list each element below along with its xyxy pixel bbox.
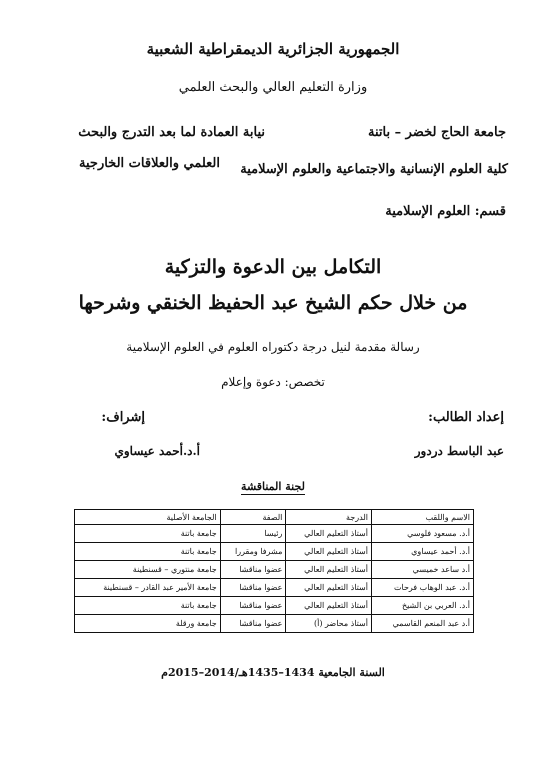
cell-name: أ.د. أحمد عيساوي	[371, 543, 473, 561]
table-row	[75, 525, 474, 543]
header-role: الصفة	[220, 510, 286, 525]
table-row	[75, 597, 474, 615]
ministry-name: وزارة التعليم العالي والبحث العلمي	[178, 80, 368, 95]
committee-title	[0, 480, 546, 493]
cell-name: أ.د. عبد الوهاب فرحات	[371, 579, 473, 597]
vice-deanship-line1: نيابة العمادة لما بعد التدرج والبحث	[78, 125, 265, 140]
cell-role: رئيسا	[220, 525, 286, 543]
cell-name: أ.د ساعد خميسي	[371, 561, 473, 579]
cell-university: جامعة الأمير عبد القادر – قسنطينة	[75, 579, 221, 597]
cell-rank: أستاذ التعليم العالي	[286, 561, 372, 579]
committee-title-text: لجنة المناقشة	[241, 480, 305, 493]
cell-university: جامعة منتوري – قسنطينة	[75, 561, 221, 579]
committee-table	[74, 509, 474, 633]
prepared-by-label: إعداد الطالب:	[428, 410, 504, 425]
supervision-label: إشراف:	[101, 410, 145, 425]
thesis-title-line1: التكامل بين الدعوة والتزكية	[164, 256, 382, 278]
cell-rank: أستاذ التعليم العالي	[286, 525, 372, 543]
cell-name: أ.د عبد المنعم القاسمي	[371, 615, 473, 633]
header-university: الجامعة الأصلية	[75, 510, 221, 525]
country-name: الجمهورية الجزائرية الديمقراطية الشعبية	[146, 40, 400, 58]
vice-deanship-line2: العلمي والعلاقات الخارجية	[79, 156, 220, 171]
thesis-title-line2: من خلال حكم الشيخ عبد الحفيظ الخنقي وشرحها	[78, 292, 468, 314]
cell-role: عضوا مناقشا	[220, 615, 286, 633]
cell-university: جامعة باتنة	[75, 525, 221, 543]
thesis-note: رسالة مقدمة لنيل درجة دكتوراه العلوم في العلوم الإسلامية	[126, 340, 420, 354]
specialization: تخصص: دعوة وإعلام	[221, 375, 325, 389]
cell-rank: أستاذ التعليم العالي	[286, 543, 372, 561]
department-name: قسم: العلوم الإسلامية	[385, 204, 506, 219]
table-row	[75, 561, 474, 579]
faculty-name: كلية العلوم الإنسانية والاجتماعية والعلوم الإسلامية	[240, 162, 508, 177]
supervisor-name: أ.د.أحمد عيساوي	[114, 444, 200, 458]
header-name: الاسم واللقب	[371, 510, 473, 525]
student-name: عبد الباسط دردور	[414, 444, 504, 458]
table-row	[75, 579, 474, 597]
cell-university: جامعة باتنة	[75, 543, 221, 561]
cell-role: عضوا مناقشا	[220, 597, 286, 615]
table-row	[75, 543, 474, 561]
cell-role: عضوا مناقشا	[220, 561, 286, 579]
cell-rank: أستاذ التعليم العالي	[286, 597, 372, 615]
table-row	[75, 615, 474, 633]
cell-university: جامعة باتنة	[75, 597, 221, 615]
academic-year: السنة الجامعية 1434–1435هـ/2014–2015م	[161, 666, 385, 679]
cell-name: أ.د. مسعود فلوسي	[371, 525, 473, 543]
cell-university: جامعة ورقلة	[75, 615, 221, 633]
committee-header-row	[75, 510, 474, 525]
cell-role: عضوا مناقشا	[220, 579, 286, 597]
cell-role: مشرفا ومقررا	[220, 543, 286, 561]
university-name: جامعة الحاج لخضر – باتنة	[367, 125, 506, 140]
cell-rank: أستاذ التعليم العالي	[286, 579, 372, 597]
header-rank: الدرجة	[286, 510, 372, 525]
cell-rank: أستاذ محاضر (أ)	[286, 615, 372, 633]
cell-name: أ.د. العربي بن الشيخ	[371, 597, 473, 615]
